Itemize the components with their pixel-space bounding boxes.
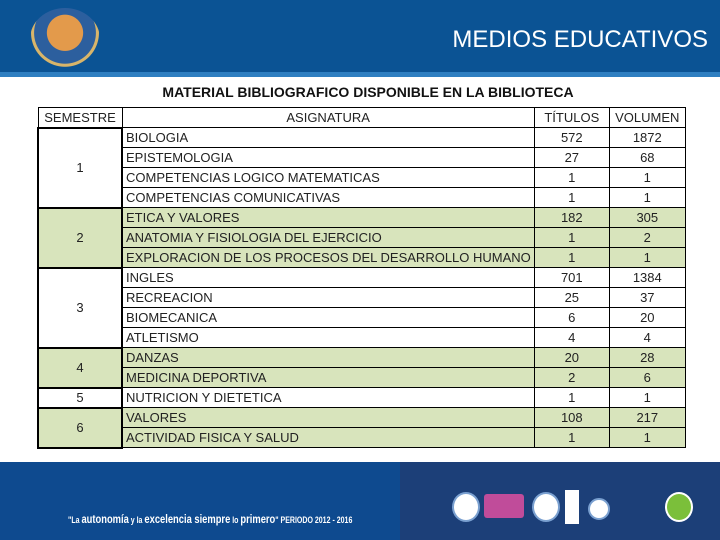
table-row bbox=[38, 368, 685, 388]
titulos-cell: 25 bbox=[534, 288, 609, 308]
asignatura-cell: INGLES bbox=[122, 268, 534, 288]
volumen-cell: 4 bbox=[609, 328, 685, 348]
table-row bbox=[38, 148, 685, 168]
semester-cell: 1 bbox=[38, 128, 122, 208]
asignatura-cell: NUTRICION Y DIETETICA bbox=[122, 388, 534, 408]
table-row bbox=[38, 308, 685, 328]
volumen-cell: 217 bbox=[609, 408, 685, 428]
volumen-cell: 20 bbox=[609, 308, 685, 328]
titulos-cell: 20 bbox=[534, 348, 609, 368]
titulos-cell: 2 bbox=[534, 368, 609, 388]
titulos-cell: 4 bbox=[534, 328, 609, 348]
titulos-cell: 1 bbox=[534, 428, 609, 448]
titulos-cell: 701 bbox=[534, 268, 609, 288]
table-row bbox=[38, 228, 685, 248]
footer bbox=[0, 462, 720, 540]
volumen-cell: 28 bbox=[609, 348, 685, 368]
volumen-cell: 1 bbox=[609, 388, 685, 408]
map-seal-icon bbox=[532, 492, 560, 522]
semester-cell: 5 bbox=[38, 388, 122, 408]
cert-seal-icon bbox=[588, 498, 610, 520]
volumen-cell: 68 bbox=[609, 148, 685, 168]
bibliographic-table bbox=[37, 107, 686, 449]
volumen-cell: 2 bbox=[609, 228, 685, 248]
titulos-cell: 27 bbox=[534, 148, 609, 168]
volumen-cell: 1 bbox=[609, 248, 685, 268]
asignatura-cell: MEDICINA DEPORTIVA bbox=[122, 368, 534, 388]
asignatura-cell: EXPLORACION DE LOS PROCESOS DEL DESARROLLO HUMANO bbox=[122, 248, 534, 268]
footer-motto: "La autonomía y la excelencia siempre lo primero" PERIODO 2012 - 2016 bbox=[68, 512, 353, 526]
titulos-cell: 1 bbox=[534, 248, 609, 268]
header-semestre: SEMESTRE bbox=[38, 108, 122, 128]
header-volumen: VOLUMEN bbox=[609, 108, 685, 128]
asignatura-cell: VALORES bbox=[122, 408, 534, 428]
titulos-cell: 1 bbox=[534, 188, 609, 208]
titulos-cell: 1 bbox=[534, 388, 609, 408]
volumen-cell: 1 bbox=[609, 188, 685, 208]
asignatura-cell: BIOLOGIA bbox=[122, 128, 534, 148]
iso-certificate-icon bbox=[565, 490, 579, 524]
volumen-cell: 1872 bbox=[609, 128, 685, 148]
volumen-cell: 1 bbox=[609, 428, 685, 448]
table-row bbox=[38, 388, 685, 408]
table-row bbox=[38, 248, 685, 268]
volumen-cell: 305 bbox=[609, 208, 685, 228]
semester-cell: 4 bbox=[38, 348, 122, 388]
header-titulos: TÍTULOS bbox=[534, 108, 609, 128]
accreditation-badge-icon bbox=[484, 494, 524, 518]
table-row bbox=[38, 288, 685, 308]
asignatura-cell: ACTIVIDAD FISICA Y SALUD bbox=[122, 428, 534, 448]
semester-cell: 3 bbox=[38, 268, 122, 348]
seal-icon bbox=[452, 492, 480, 522]
asignatura-cell: ATLETISMO bbox=[122, 328, 534, 348]
table-row bbox=[38, 268, 685, 288]
table-title: MATERIAL BIBLIOGRAFICO DISPONIBLE EN LA BIBLIOTECA bbox=[162, 84, 574, 100]
table-row bbox=[38, 408, 685, 428]
header-divider bbox=[0, 72, 720, 77]
volumen-cell: 37 bbox=[609, 288, 685, 308]
check-seal-icon bbox=[665, 492, 693, 522]
volumen-cell: 1384 bbox=[609, 268, 685, 288]
asignatura-cell: ETICA Y VALORES bbox=[122, 208, 534, 228]
university-logo bbox=[30, 8, 100, 70]
asignatura-cell: ANATOMIA Y FISIOLOGIA DEL EJERCICIO bbox=[122, 228, 534, 248]
table-row bbox=[38, 168, 685, 188]
table-row bbox=[38, 188, 685, 208]
volumen-cell: 6 bbox=[609, 368, 685, 388]
table-row bbox=[38, 128, 685, 148]
asignatura-cell: RECREACION bbox=[122, 288, 534, 308]
semester-cell: 6 bbox=[38, 408, 122, 448]
titulos-cell: 6 bbox=[534, 308, 609, 328]
page-title: MEDIOS EDUCATIVOS bbox=[452, 26, 708, 53]
header-asignatura: ASIGNATURA bbox=[122, 108, 534, 128]
titulos-cell: 572 bbox=[534, 128, 609, 148]
asignatura-cell: COMPETENCIAS COMUNICATIVAS bbox=[122, 188, 534, 208]
table-row bbox=[38, 208, 685, 228]
titulos-cell: 182 bbox=[534, 208, 609, 228]
asignatura-cell: BIOMECANICA bbox=[122, 308, 534, 328]
asignatura-cell: DANZAS bbox=[122, 348, 534, 368]
table-row bbox=[38, 348, 685, 368]
table-row bbox=[38, 428, 685, 448]
semester-cell: 2 bbox=[38, 208, 122, 268]
asignatura-cell: EPISTEMOLOGIA bbox=[122, 148, 534, 168]
accreditation-logos bbox=[400, 462, 720, 540]
titulos-cell: 108 bbox=[534, 408, 609, 428]
asignatura-cell: COMPETENCIAS LOGICO MATEMATICAS bbox=[122, 168, 534, 188]
titulos-cell: 1 bbox=[534, 228, 609, 248]
titulos-cell: 1 bbox=[534, 168, 609, 188]
table-row bbox=[38, 328, 685, 348]
volumen-cell: 1 bbox=[609, 168, 685, 188]
